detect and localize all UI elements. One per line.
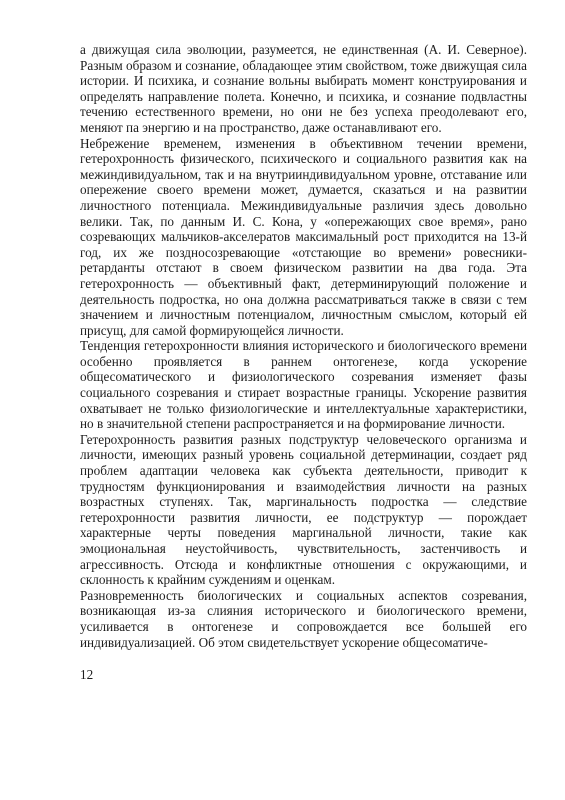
page-number: 12	[80, 667, 94, 682]
paragraph-3: Тенденция гетерохронности влияния исторического и биологического времени особенно проявляется в раннем онтогенезе, когда ускорение общесоматического и физиологического созревания изменяет фазы социального созревания и стирает возрастные границы. Ускорение развития охватывает не только физиологические и интеллектуальные характеристики, но в значительной степени распространяется и на формирование личности.	[80, 338, 527, 432]
paragraph-1: а движущая сила эволюции, разумеется, не единственная (А. И. Северное). Разным образом и сознание, обладающее этим свойством, тоже движущая сила истории. И психика, и сознание вольны выбирать момент конструирования и определять направление полета. Конечно, и психика, и сознание подвластны течению естественного времени, но они не без успеха преодолевают его, меняют па энергию и на пространство, даже останавливают его.	[80, 42, 527, 135]
paragraph-5: Разновременность биологических и социальных аспектов созревания, возникающая из-за слияния исторического и биологического времени, усиливается в онтогенезе и сопровождается все большей его индивидуализацией. Об этом свидетельствует ускорение общесоматиче-	[80, 587, 527, 650]
paragraph-2: Небрежение временем, изменения в объективном течении времени, гетерохронность физического, психического и социального развития как на межиндивидуальном, так и на внутрииндивидуальном уровне, отставание или опережение своего времени может, думается, сказаться и на развитии личностного потенциала. Межиндивидуальные различия здесь довольно велики. Так, по данным И. С. Кона, у «опережающих свое время», рано созревающих мальчиков-акселератов максимальный рост приходится на 13-й год, их же поздносозревающие «отстающие во времени» ровесники-ретарданты отстают в своем физическом развитии на два года. Эта гетерохронность — объективный факт, детерминирующий положение и деятельность подростка, но она должна рассматриваться также в связи с тем значением и личностным потенциалом, личностным смыслом, который ей присущ, для самой формирующейся личности.	[80, 135, 527, 338]
page-body	[80, 42, 527, 650]
paragraph-4: Гетерохронность развития разных подструктур человеческого организма и личности, имеющих разный уровень социальной детерминации, создает ряд проблем адаптации человека как субъекта деятельности, приводит к трудностям функционирования и взаимодействия личности на разных возрастных ступенях. Так, маргинальность подростка — следствие гетерохронности развития личности, ее подструктур — порождает характерные черты поведения маргинальной личности, такие как эмоциональная неустойчивость, чувствительность, застенчивость и агрессивность. Отсюда и конфликтные отношения с окружающими, и склонность к крайним суждениям и оценкам.	[80, 431, 527, 588]
